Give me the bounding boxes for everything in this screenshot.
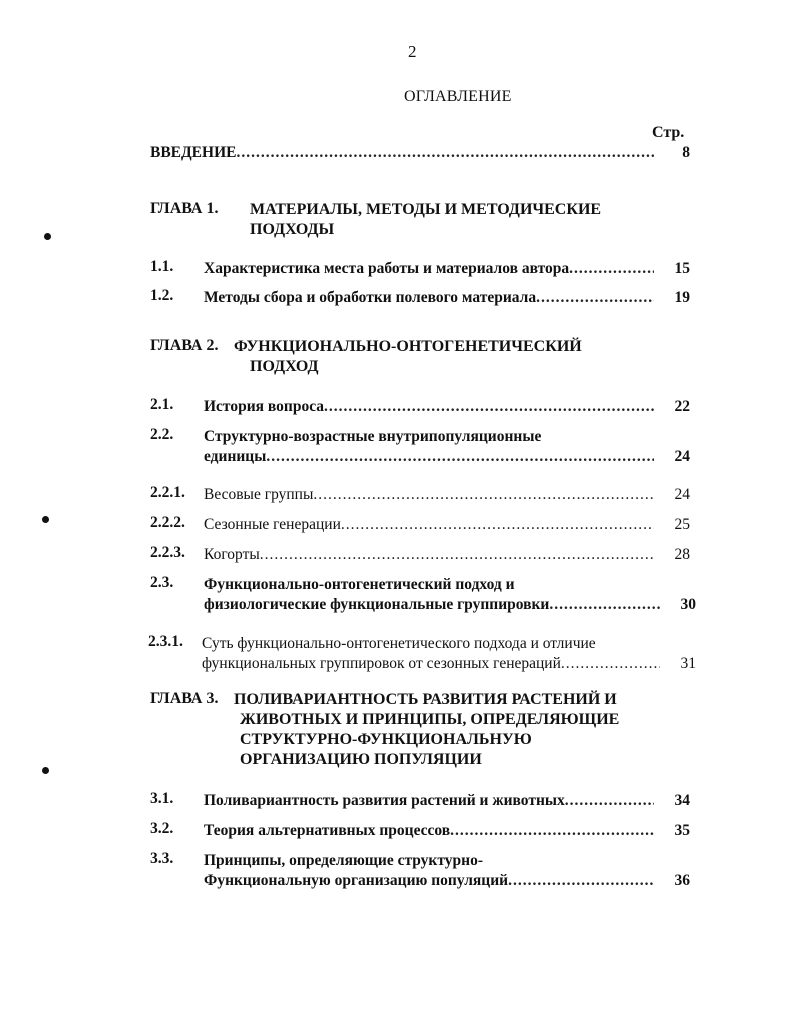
leader-dots <box>549 596 660 614</box>
page-number: 2 <box>408 42 417 61</box>
toc-entry-page: 15 <box>674 260 690 277</box>
chapter-label: ГЛАВА 3. <box>150 690 219 707</box>
toc-entry-title: Структурно-возрастные внутрипопуляционные <box>204 428 542 445</box>
binder-mark <box>42 767 49 774</box>
chapter-title-line: ФУНКЦИОНАЛЬНО-ОНТОГЕНЕТИЧЕСКИЙ <box>234 338 582 355</box>
toc-entry-title: единицы <box>204 448 267 465</box>
toc-entry-number: 1.2. <box>150 287 174 304</box>
chapter-title-line: ПОДХОД <box>250 358 319 375</box>
toc-entry-number: 2.1. <box>150 396 174 413</box>
toc-entry-page: 24 <box>674 448 690 465</box>
toc-entry-page: 35 <box>674 822 690 839</box>
leader-dots <box>569 260 654 278</box>
toc-entry-title: История вопроса <box>204 398 325 415</box>
toc-entry-title: Суть функционально-онтогенетического подхода и отличие <box>202 635 596 652</box>
toc-entry-page: 19 <box>674 289 690 306</box>
toc-entry-number: 3.2. <box>150 820 174 837</box>
toc-entry-page: 34 <box>674 792 690 809</box>
chapter-label: ГЛАВА 2. <box>150 337 219 354</box>
toc-entry-title: Характеристика места работы и материалов автора <box>204 260 570 277</box>
toc-entry-title: Весовые группы <box>204 486 314 503</box>
leader-dots <box>260 546 654 564</box>
toc-entry-title: Поливариантность развития растений и животных <box>204 792 565 809</box>
toc-entry-page: 36 <box>674 872 690 889</box>
leader-dots <box>341 516 654 534</box>
toc-entry-title: функциональных группировок от сезонных генераций <box>202 655 561 672</box>
chapter-title-line: ЖИВОТНЫХ И ПРИНЦИПЫ, ОПРЕДЕЛЯЮЩИЕ <box>240 711 620 728</box>
toc-entry-number: 2.2. <box>150 426 174 443</box>
binder-mark <box>44 233 51 240</box>
leader-dots <box>236 144 654 162</box>
leader-dots <box>266 448 654 466</box>
toc-entry-number: 3.1. <box>150 790 174 807</box>
chapter-3-heading <box>150 690 690 770</box>
toc-entry-title: физиологические функциональные группировки <box>204 596 550 613</box>
toc-entry-page: 28 <box>674 546 690 563</box>
chapter-title-line: ОРГАНИЗАЦИЮ ПОПУЛЯЦИИ <box>240 751 482 768</box>
toc-entry-number: 3.3. <box>150 850 174 867</box>
leader-dots <box>313 486 654 504</box>
leader-dots <box>536 289 654 307</box>
chapter-title-line: МАТЕРИАЛЫ, МЕТОДЫ И МЕТОДИЧЕСКИЕ <box>250 201 602 218</box>
toc-entry-number: 2.2.3. <box>150 544 185 561</box>
toc-entry-title: Теория альтернативных процессов <box>204 822 451 839</box>
leader-dots <box>561 655 660 673</box>
toc-entry-number: 1.1. <box>150 258 174 275</box>
toc-entry-number: 2.3.1. <box>148 633 183 650</box>
chapter-label: ГЛАВА 1. <box>150 200 219 217</box>
chapter-title-line: ПОЛИВАРИАНТНОСТЬ РАЗВИТИЯ РАСТЕНИЙ И <box>234 691 617 708</box>
toc-entry-title: Принципы, определяющие структурно- <box>204 852 483 869</box>
binder-mark <box>42 516 49 523</box>
leader-dots <box>450 822 654 840</box>
leader-dots <box>324 398 654 416</box>
toc-entry-title: Функциональную организацию популяций <box>204 872 509 889</box>
toc-entry-title: Сезонные генерации <box>204 516 341 533</box>
chapter-2-heading <box>150 337 690 377</box>
toc-heading: ОГЛАВЛЕНИЕ <box>404 88 512 105</box>
toc-entry-title: Когорты <box>204 546 260 563</box>
leader-dots <box>565 792 654 810</box>
toc-entry-page: 22 <box>674 398 690 415</box>
chapter-title-line: ПОДХОДЫ <box>250 221 335 238</box>
chapter-1-heading <box>150 200 690 240</box>
toc-entry-title: Методы сбора и обработки полевого материала <box>204 289 537 306</box>
toc-entry-page: 8 <box>682 144 690 161</box>
toc-entry-page: 25 <box>674 516 690 533</box>
toc-entry-title: Функционально-онтогенетический подход и <box>204 576 515 593</box>
toc-entry-page: 31 <box>680 655 696 672</box>
toc-entry-page: 24 <box>674 486 690 503</box>
toc-entry-page: 30 <box>680 596 696 613</box>
leader-dots <box>508 872 654 890</box>
page-column-header: Стр. <box>652 124 685 141</box>
toc-entry-number: 2.3. <box>150 574 174 591</box>
chapter-title-line: СТРУКТУРНО-ФУНКЦИОНАЛЬНУЮ <box>240 731 532 748</box>
toc-entry-title: ВВЕДЕНИЕ <box>150 144 237 161</box>
toc-entry-number: 2.2.1. <box>150 484 185 501</box>
toc-entry-number: 2.2.2. <box>150 514 185 531</box>
